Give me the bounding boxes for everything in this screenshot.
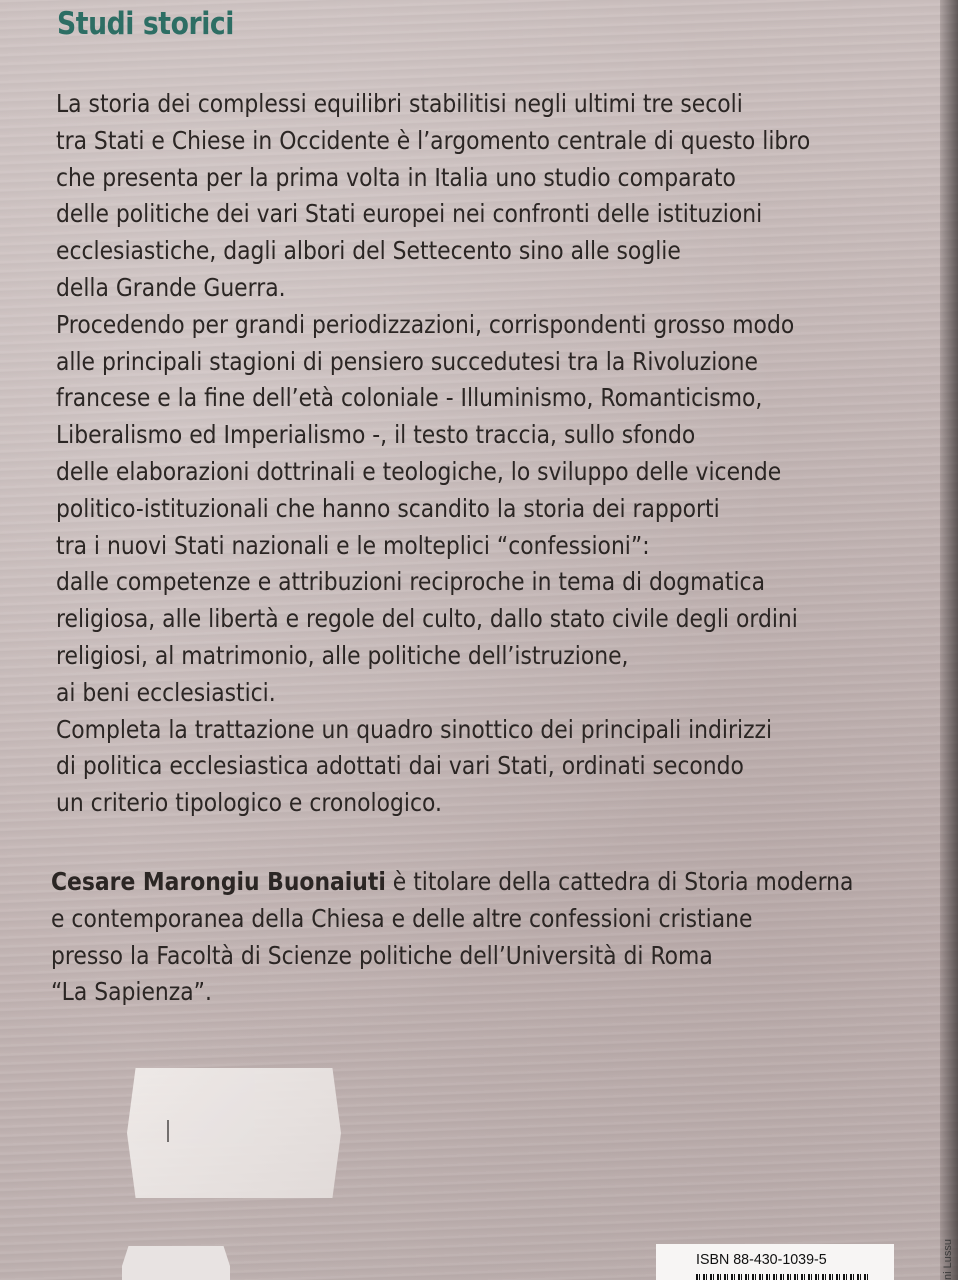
blurb-line: dalle competenze e attribuzioni reciproche in tema di dogmatica bbox=[56, 567, 765, 597]
blurb-line: tra Stati e Chiese in Occidente è l’argomento centrale di questo libro bbox=[56, 125, 811, 155]
book-blurb bbox=[56, 86, 956, 822]
blurb-line: delle politiche dei vari Stati europei nei confronti delle istituzioni bbox=[56, 199, 763, 229]
blurb-line: Liberalismo ed Imperialismo -, il testo traccia, sullo sfondo bbox=[56, 420, 696, 450]
author-bio-line-rest: è titolare della cattedra di Storia moderna bbox=[385, 867, 854, 896]
author-bio-line: e contemporanea della Chiesa e delle altre confessioni cristiane bbox=[51, 903, 753, 933]
blurb-line: politico-istituzionali che hanno scandito la storia dei rapporti bbox=[56, 493, 720, 523]
author-bio-line bbox=[51, 864, 854, 901]
blurb-line: di politica ecclesiastica adottati dai vari Stati, ordinati secondo bbox=[56, 751, 744, 781]
blurb-line: della Grande Guerra. bbox=[56, 272, 286, 302]
blurb-line: alle principali stagioni di pensiero succedutesi tra la Rivoluzione bbox=[56, 346, 758, 376]
blurb-line: religiosi, al matrimonio, alle politiche dell’istruzione, bbox=[56, 640, 629, 670]
blurb-line: francese e la fine dell’età coloniale - Illuminismo, Romanticismo, bbox=[56, 383, 763, 413]
series-title: Studi storici bbox=[57, 6, 234, 42]
blurb-line: ecclesiastiche, dagli albori del Settecento sino alle soglie bbox=[56, 236, 681, 266]
author-name: Cesare Marongiu Buonaiuti bbox=[51, 867, 386, 896]
isbn-barcode-label bbox=[656, 1244, 894, 1280]
spine-text: ni Lussu bbox=[942, 1239, 954, 1280]
blurb-line: che presenta per la prima volta in Italia uno studio comparato bbox=[56, 162, 736, 192]
sticker-pen-mark bbox=[167, 1120, 169, 1142]
blurb-line: La storia dei complessi equilibri stabilitisi negli ultimi tre secoli bbox=[56, 89, 743, 118]
price-sticker-residue bbox=[127, 1068, 341, 1198]
sticker-fragment bbox=[122, 1246, 230, 1280]
blurb-line: delle elaborazioni dottrinali e teologiche, lo sviluppo delle vicende bbox=[56, 456, 782, 486]
barcode-bars bbox=[696, 1274, 871, 1280]
blurb-line: un criterio tipologico e cronologico. bbox=[56, 788, 442, 818]
blurb-line: ai beni ecclesiastici. bbox=[56, 677, 276, 707]
author-bio-line: “La Sapienza”. bbox=[51, 977, 212, 1007]
blurb-line: Completa la trattazione un quadro sinottico dei principali indirizzi bbox=[56, 714, 773, 744]
isbn-number: ISBN 88-430-1039-5 bbox=[696, 1251, 827, 1268]
author-bio bbox=[51, 864, 951, 1011]
blurb-line: religiosa, alle libertà e regole del culto, dallo stato civile degli ordini bbox=[56, 604, 798, 634]
blurb-line: tra i nuovi Stati nazionali e le molteplici “confessioni”: bbox=[56, 530, 650, 560]
author-bio-line: presso la Facoltà di Scienze politiche dell’Università di Roma bbox=[51, 940, 713, 970]
blurb-line: Procedendo per grandi periodizzazioni, corrispondenti grosso modo bbox=[56, 309, 795, 339]
